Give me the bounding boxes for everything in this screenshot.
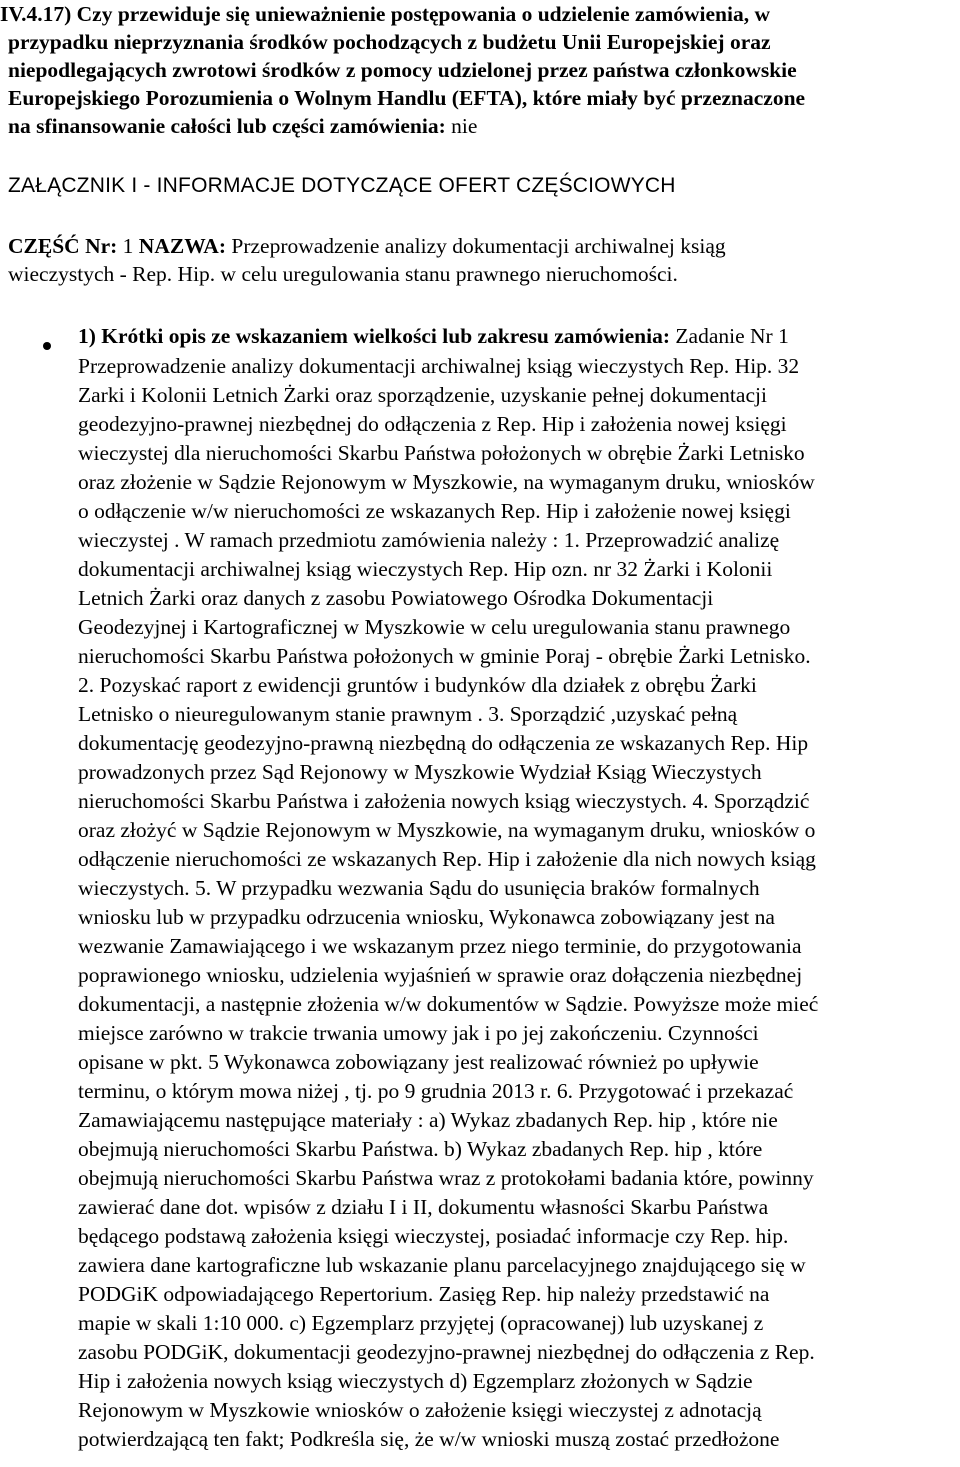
- item-line: oraz złożyć w Sądzie Rejonowym w Myszkowie, na wymaganym druku, wniosków o: [78, 818, 816, 842]
- item-line: wieczystej . W ramach przedmiotu zamówienia należy : 1. Przeprowadzić analizę: [78, 528, 780, 552]
- item-line: obejmują nieruchomości Skarbu Państwa wraz z protokołami badania które, powinny: [78, 1166, 814, 1190]
- item-line: Hip i założenia nowych ksiąg wieczystych d) Egzemplarz złożonych w Sądzie: [78, 1369, 753, 1393]
- part-number: 1: [122, 234, 134, 258]
- part-name: Przeprowadzenie analizy dokumentacji archiwalnej ksiąg: [231, 234, 726, 258]
- part-name-continuation: wieczystych - Rep. Hip. w celu uregulowania stanu prawnego nieruchomości.: [8, 262, 678, 286]
- item-line: nieruchomości Skarbu Państwa i założenia nowych ksiąg wieczystych. 4. Sporządzić: [78, 789, 810, 813]
- item-line: PODGiK odpowiadającego Repertorium. Zasięg Rep. hip należy przedstawić na: [78, 1282, 770, 1306]
- item-line: nieruchomości Skarbu Państwa położonych w gminie Poraj - obrębie Żarki Letnisko.: [78, 644, 811, 668]
- item-line: terminu, o którym mowa niżej , tj. po 9 grudnia 2013 r. 6. Przygotować i przekazać: [78, 1079, 794, 1103]
- item-line: wezwanie Zamawiającego i we wskazanym przez niego terminie, do przygotowania: [78, 934, 802, 958]
- item-line: Rejonowym w Myszkowie wniosków o założenie księgi wieczystej z adnotacją: [78, 1398, 762, 1422]
- item-line: Zarki i Kolonii Letnich Żarki oraz sporządzenie, uzyskanie pełnej dokumentacji: [78, 383, 767, 407]
- item-line: Letnich Żarki oraz danych z zasobu Powiatowego Ośrodka Dokumentacji: [78, 586, 714, 610]
- item-line: Przeprowadzenie analizy dokumentacji archiwalnej ksiąg wieczystych Rep. Hip. 32: [78, 354, 800, 378]
- item-line: wniosku lub w przypadku odrzucenia wniosku, Wykonawca zobowiązany jest na: [78, 905, 775, 929]
- item-line: prowadzonych przez Sąd Rejonowy w Myszkowie Wydział Ksiąg Wieczystych: [78, 760, 762, 784]
- item-line: wieczystej dla nieruchomości Skarbu Państwa położonych w obrębie Żarki Letnisko: [78, 441, 805, 465]
- item-line: dokumentacji, a następnie złożenia w/w dokumentów w Sądzie. Powyższe może mieć: [78, 992, 819, 1016]
- item-line: oraz złożenie w Sądzie Rejonowym w Myszkowie, na wymaganym druku, wniosków: [78, 470, 815, 494]
- item-line: dokumentacji archiwalnej ksiąg wieczystych Rep. Hip ozn. nr 32 Żarki i Kolonii: [78, 557, 773, 581]
- item-line: wieczystych. 5. W przypadku wezwania Sądu do usunięcia braków formalnych: [78, 876, 760, 900]
- item-line: Zamawiającemu następujące materiały : a) Wykaz zbadanych Rep. hip , które nie: [78, 1108, 778, 1132]
- item-line: obejmują nieruchomości Skarbu Państwa. b) Wykaz zbadanych Rep. hip , które: [78, 1137, 763, 1161]
- part-first-line: [8, 232, 726, 260]
- heading-line: niepodlegających zwrotowi środków z pomocy udzielonej przez państwa członkowskie: [8, 58, 797, 82]
- item-line: Letnisko o nieuregulowanym stanie prawnym . 3. Sporządzić ,uzyskać pełną: [78, 702, 738, 726]
- item-line: Geodezyjnej i Kartograficznej w Myszkowie w celu uregulowania stanu prawnego: [78, 615, 791, 639]
- item-line: o odłączenie w/w nieruchomości ze wskazanych Rep. Hip i założenie nowej księgi: [78, 499, 791, 523]
- annex-title: ZAŁĄCZNIK I - INFORMACJE DOTYCZĄCE OFERT CZĘŚCIOWYCH: [8, 174, 676, 197]
- item-line: zasobu PODGiK, dokumentacji geodezyjno-prawnej niezbędnej do odłączenia z Rep.: [78, 1340, 815, 1364]
- heading-answer: nie: [451, 114, 478, 138]
- heading-line: na sfinansowanie całości lub części zamówienia:: [8, 114, 446, 138]
- item-line: dokumentację geodezyjno-prawną niezbędną do odłączenia ze wskazanych Rep. Hip: [78, 731, 809, 755]
- item-label: 1) Krótki opis ze wskazaniem wielkości lub zakresu zamówienia:: [78, 324, 671, 348]
- item-line: geodezyjno-prawnej niezbędnej do odłączenia z Rep. Hip i założenia nowej księgi: [78, 412, 787, 436]
- item-line: odłączenie nieruchomości ze wskazanych Rep. Hip i założenie dla nich nowych ksiąg: [78, 847, 816, 871]
- item-line: będącego podstawą założenia księgi wieczystej, posiadać informacje czy Rep. hip.: [78, 1224, 789, 1248]
- part-name-label: NAZWA:: [138, 234, 226, 258]
- heading-last-line: [8, 112, 477, 140]
- item-line: zawiera dane kartograficzne lub wskazanie planu parcelacyjnego znajdującego się w: [78, 1253, 806, 1277]
- item-first-line: [78, 322, 789, 350]
- part-number-label: CZĘŚĆ Nr:: [8, 234, 118, 258]
- item-line: 2. Pozyskać raport z ewidencji gruntów i budynków dla działek z obrębu Żarki: [78, 673, 757, 697]
- item-line: mapie w skali 1:10 000. c) Egzemplarz przyjętej (opracowanej) lub uzyskanej z: [78, 1311, 764, 1335]
- heading-line: IV.4.17) Czy przewiduje się unieważnienie postępowania o udzielenie zamówienia, w: [0, 2, 770, 26]
- item-line: opisane w pkt. 5 Wykonawca zobowiązany jest realizować również po upływie: [78, 1050, 759, 1074]
- heading-line: Europejskiego Porozumienia o Wolnym Handlu (EFTA), które miały być przeznaczone: [8, 86, 806, 110]
- bullet-icon: [43, 342, 51, 350]
- heading-line: przypadku nieprzyznania środków pochodzących z budżetu Unii Europejskiej oraz: [8, 30, 771, 54]
- item-line: miejsce zarówno w trakcie trwania umowy jak i po jej zakończeniu. Czynności: [78, 1021, 759, 1045]
- item-line: potwierdzającą ten fakt; Podkreśla się, że w/w wnioski muszą zostać przedłożone: [78, 1427, 780, 1451]
- item-task: Zadanie Nr 1: [675, 324, 789, 348]
- item-line: zawierać dane dot. wpisów z działu I i II, dokumentu własności Skarbu Państwa: [78, 1195, 769, 1219]
- item-line: poprawionego wniosku, udzielenia wyjaśnień w sprawie oraz dołączenia niezbędnej: [78, 963, 803, 987]
